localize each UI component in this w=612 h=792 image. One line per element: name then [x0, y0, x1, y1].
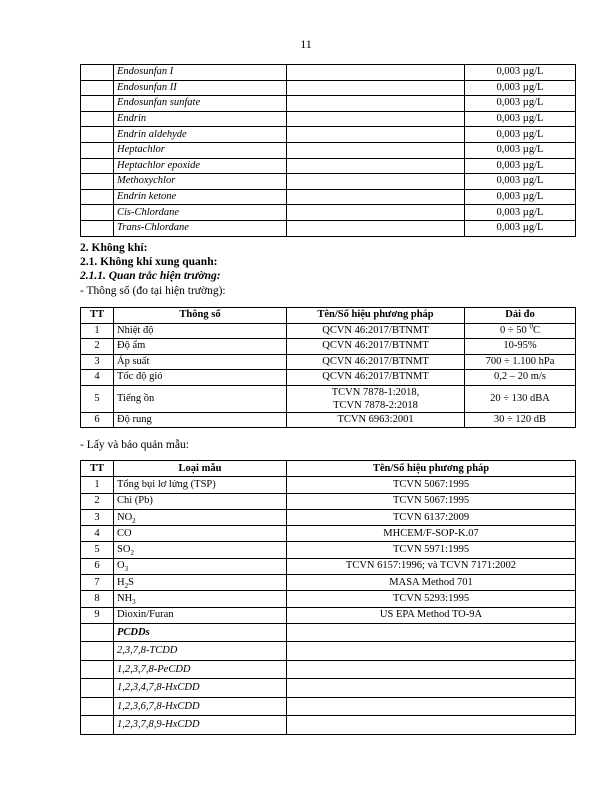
cell-tt: 2 [81, 339, 114, 355]
formula-sub: 2 [132, 516, 136, 525]
header-tt: TT [81, 461, 114, 477]
pesticides-table [80, 64, 576, 237]
table-row [81, 205, 576, 221]
cell-param: Áp suất [114, 354, 287, 370]
table-row [81, 323, 576, 339]
cell-range: 10-95% [465, 339, 576, 355]
cell-limit: 0,003 µg/L [465, 65, 576, 81]
cell-tt [81, 716, 114, 735]
cell-compound: Methoxychlor [114, 174, 287, 190]
cell-tt [81, 220, 114, 236]
table-row [81, 220, 576, 236]
page-number: 11 [300, 37, 312, 51]
cell-method [287, 385, 465, 412]
cell-tt [81, 96, 114, 112]
cell-method [287, 96, 465, 112]
cell-method [287, 111, 465, 127]
header-method: Tên/Số hiệu phương pháp [287, 308, 465, 324]
cell-sample: CO [114, 526, 287, 542]
header-range: Dải đo [465, 308, 576, 324]
cell-pcdd-compound: 1,2,3,4,7,8-HxCDD [114, 679, 287, 698]
cell-limit: 0,003 µg/L [465, 205, 576, 221]
cell-tt: 5 [81, 385, 114, 412]
table-row [81, 370, 576, 386]
onsite-measurement-table [80, 307, 576, 428]
cell-compound: Endosunfan I [114, 65, 287, 81]
cell-param: Độ ẩm [114, 339, 287, 355]
header-tt: TT [81, 308, 114, 324]
cell-param: Độ rung [114, 412, 287, 428]
cell-method [287, 65, 465, 81]
cell-method: MHCEM/F-SOP-K.07 [287, 526, 576, 542]
cell-sample [114, 575, 287, 591]
cell-sample [114, 558, 287, 574]
cell-method: TCVN 6137:2009 [287, 509, 576, 525]
cell-tt [81, 642, 114, 661]
header-param: Thông số [114, 308, 287, 324]
table-row [81, 96, 576, 112]
cell-tt: 3 [81, 509, 114, 525]
cell-pcdd-compound: 1,2,3,7,8-PeCDD [114, 660, 287, 679]
cell-pcdd-compound: 1,2,3,6,7,8-HxCDD [114, 697, 287, 716]
table-row [81, 660, 576, 679]
cell-compound: Heptachlor epoxide [114, 158, 287, 174]
method-line-1: TCVN 7878-1:2018, [331, 386, 420, 398]
cell-pcdd-compound: 2,3,7,8-TCDD [114, 642, 287, 661]
cell-limit: 0,003 µg/L [465, 220, 576, 236]
cell-tt [81, 80, 114, 96]
table-header-row [81, 461, 576, 477]
cell-param: Nhiệt độ [114, 323, 287, 339]
table-row [81, 642, 576, 661]
cell-tt: 6 [81, 412, 114, 428]
table-row [81, 509, 576, 525]
cell-tt [81, 111, 114, 127]
table-row [81, 558, 576, 574]
table-row [81, 174, 576, 190]
cell-method: QCVN 46:2017/BTNMT [287, 370, 465, 386]
header-sample: Loại mẫu [114, 461, 287, 477]
cell-tt [81, 623, 114, 642]
table-row [81, 158, 576, 174]
cell-sample: Dioxin/Furan [114, 607, 287, 623]
cell-method: MASA Method 701 [287, 575, 576, 591]
cell-limit: 0,003 µg/L [465, 158, 576, 174]
cell-sample [114, 542, 287, 558]
formula-main: H [117, 576, 125, 588]
formula-sub: 3 [124, 565, 129, 574]
sampling-table [80, 460, 576, 735]
cell-param: Tiếng ồn [114, 385, 287, 412]
formula-sub: 2 [130, 549, 134, 558]
cell-method [287, 220, 465, 236]
formula-tail: S [128, 576, 134, 588]
cell-range: 0,2 – 20 m/s [465, 370, 576, 386]
section-field-heading: 2.1.1. Quan trắc hiện trường: [80, 270, 221, 282]
cell-method: TCVN 5067:1995 [287, 477, 576, 493]
table-row [81, 575, 576, 591]
cell-limit: 0,003 µg/L [465, 80, 576, 96]
cell-method [287, 660, 576, 679]
cell-method [287, 158, 465, 174]
table-row [81, 65, 576, 81]
cell-method [287, 716, 576, 735]
table-row [81, 607, 576, 623]
cell-compound: Heptachlor [114, 142, 287, 158]
range-sup: 0 [529, 323, 533, 331]
cell-method: QCVN 46:2017/BTNMT [287, 354, 465, 370]
range-main: 0 ÷ 50 [500, 324, 530, 336]
cell-tt [81, 174, 114, 190]
cell-limit: 0,003 µg/L [465, 189, 576, 205]
table-row [81, 127, 576, 143]
cell-tt [81, 660, 114, 679]
table-row [81, 189, 576, 205]
cell-method [287, 174, 465, 190]
table-row [81, 679, 576, 698]
cell-method [287, 189, 465, 205]
cell-method: US EPA Method TO-9A [287, 607, 576, 623]
cell-limit: 0,003 µg/L [465, 96, 576, 112]
cell-tt: 5 [81, 542, 114, 558]
cell-tt [81, 142, 114, 158]
section-air-heading: 2. Không khí: [80, 242, 148, 254]
cell-tt: 8 [81, 591, 114, 607]
table-header-row [81, 308, 576, 324]
table-row [81, 80, 576, 96]
table-row [81, 591, 576, 607]
cell-compound: Endrin aldehyde [114, 127, 287, 143]
table-row [81, 339, 576, 355]
cell-tt: 4 [81, 370, 114, 386]
formula-main: SO [117, 544, 131, 556]
cell-tt: 2 [81, 493, 114, 509]
cell-tt [81, 205, 114, 221]
cell-tt: 1 [81, 323, 114, 339]
cell-limit: 0,003 µg/L [465, 142, 576, 158]
sampling-intro: - Lấy và bảo quản mẫu: [80, 439, 189, 451]
cell-param: Tốc độ gió [114, 370, 287, 386]
table-row [81, 542, 576, 558]
cell-tt: 3 [81, 354, 114, 370]
cell-tt: 6 [81, 558, 114, 574]
table-row [81, 412, 576, 428]
cell-method [287, 80, 465, 96]
cell-tt: 9 [81, 607, 114, 623]
cell-tt: 1 [81, 477, 114, 493]
cell-compound: Endosunfan sunfate [114, 96, 287, 112]
cell-range [465, 323, 576, 339]
formula-main: NO [117, 511, 133, 523]
cell-limit: 0,003 µg/L [465, 111, 576, 127]
cell-sample [114, 591, 287, 607]
cell-range: 700 ÷ 1.100 hPa [465, 354, 576, 370]
cell-limit: 0,003 µg/L [465, 174, 576, 190]
header-method: Tên/Số hiệu phương pháp [287, 461, 576, 477]
table-row [81, 111, 576, 127]
cell-method: TCVN 6157:1996; và TCVN 7171:2002 [287, 558, 576, 574]
table-row [81, 623, 576, 642]
table-row [81, 526, 576, 542]
cell-method: TCVN 5067:1995 [287, 493, 576, 509]
cell-method [287, 697, 576, 716]
cell-tt [81, 679, 114, 698]
cell-tt: 7 [81, 575, 114, 591]
cell-method [287, 142, 465, 158]
cell-method: TCVN 5293:1995 [287, 591, 576, 607]
cell-tt [81, 158, 114, 174]
cell-pcdd-heading: PCDDs [114, 623, 287, 642]
table-row [81, 697, 576, 716]
cell-tt [81, 127, 114, 143]
cell-method: TCVN 6963:2001 [287, 412, 465, 428]
cell-sample [114, 509, 287, 525]
formula-sub: 2 [124, 581, 129, 590]
cell-pcdd-compound: 1,2,3,7,8,9-HxCDD [114, 716, 287, 735]
cell-compound: Trans-Chlordane [114, 220, 287, 236]
cell-limit: 0,003 µg/L [465, 127, 576, 143]
table-row [81, 477, 576, 493]
table-row [81, 716, 576, 735]
cell-compound: Endrin [114, 111, 287, 127]
cell-sample: Chì (Pb) [114, 493, 287, 509]
cell-method: QCVN 46:2017/BTNMT [287, 339, 465, 355]
cell-tt [81, 189, 114, 205]
cell-method [287, 642, 576, 661]
cell-tt [81, 65, 114, 81]
cell-tt [81, 697, 114, 716]
range-tail: C [532, 324, 540, 336]
cell-range: 20 ÷ 130 dBA [465, 385, 576, 412]
table-row [81, 354, 576, 370]
cell-method: QCVN 46:2017/BTNMT [287, 323, 465, 339]
table-row [81, 385, 576, 412]
formula-main: NH [117, 593, 133, 605]
formula-main: O [117, 560, 125, 572]
cell-method [287, 679, 576, 698]
method-line-2: TCVN 7878-2:2018 [333, 399, 418, 411]
table-row [81, 493, 576, 509]
cell-compound: Cis-Chlordane [114, 205, 287, 221]
table-row [81, 142, 576, 158]
cell-range: 30 ÷ 120 dB [465, 412, 576, 428]
cell-method: TCVN 5971:1995 [287, 542, 576, 558]
cell-compound: Endosunfan II [114, 80, 287, 96]
cell-compound: Endrin ketone [114, 189, 287, 205]
cell-tt: 4 [81, 526, 114, 542]
cell-method [287, 205, 465, 221]
cell-method [287, 623, 576, 642]
formula-sub: 3 [132, 598, 136, 607]
params-intro: - Thông số (đo tại hiện trường): [80, 285, 226, 297]
section-ambient-heading: 2.1. Không khí xung quanh: [80, 256, 218, 268]
cell-sample: Tổng bụi lơ lửng (TSP) [114, 477, 287, 493]
cell-method [287, 127, 465, 143]
